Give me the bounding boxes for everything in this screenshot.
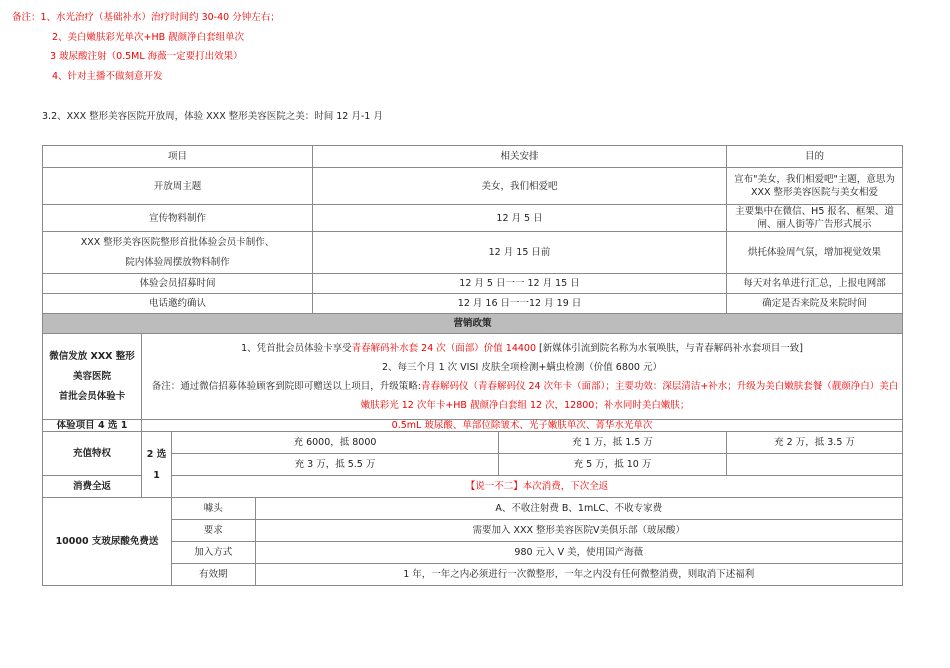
table-row <box>43 205 903 232</box>
row-arrange: 12 月 15 日前 <box>313 232 727 274</box>
hyaluronic-row <box>43 498 903 586</box>
row-purpose: 确定是否来院及来院时间 <box>727 294 903 314</box>
table-row <box>43 274 903 294</box>
wechat-label-line-1: 微信发放 XXX 整形美容医院 <box>49 350 135 382</box>
marketing-title: 营销政策 <box>43 314 903 334</box>
wechat-policy-1 <box>145 339 899 358</box>
row-item-line-2: 院内体验周摆放物料制作 <box>125 256 230 268</box>
header-item: 项目 <box>43 146 313 168</box>
row-arrange: 12 月 5 日 <box>313 205 727 232</box>
hyaluronic-subrow <box>172 498 902 520</box>
policy-1-prefix: 1、凭首批会员体验卡享受 <box>241 342 352 354</box>
wechat-label-line-2: 首批会员体验卡 <box>58 390 126 402</box>
hyaluronic-key: 噱头 <box>203 503 223 514</box>
row-purpose: 烘托体验周气氛，增加视觉效果 <box>727 232 903 274</box>
recharge-option: 充 1 万，抵 1.5 万 <box>499 432 727 454</box>
note-line-4: 4、针对主播不做刻意开发 <box>52 70 163 82</box>
row-arrange: 12 月 5 日一一 12 月 15 日 <box>313 274 727 294</box>
plan-table <box>42 145 903 586</box>
hyaluronic-key: 有效期 <box>172 564 255 586</box>
wechat-label <box>43 334 142 420</box>
hyaluronic-value: 980 元入 V 美，使用国产海薇 <box>255 542 902 564</box>
row-item: 开放周主题 <box>43 168 313 205</box>
wechat-policy-note <box>145 377 899 415</box>
recharge-row-2 <box>43 454 903 476</box>
consume-label: 消费全返 <box>43 476 142 498</box>
hyaluronic-subtable-cell <box>172 498 903 586</box>
row-item: 体验会员招募时间 <box>43 274 313 294</box>
wechat-content <box>142 334 903 420</box>
recharge-choose-line-1: 2 选 <box>146 448 167 460</box>
hyaluronic-subrow <box>172 564 902 586</box>
experience-row <box>43 420 903 432</box>
recharge-option <box>727 454 903 476</box>
wechat-policy-2: 2、每三个月 1 次 VISI 皮肤全项检测+螨虫检测（价值 6800 元） <box>382 361 662 373</box>
note-highlight: 青春解码仪（青春解码仪 24 次年卡（面部）；主要功效：深层清洁+补水；升级为美白嫩肤套餐（靓颜净白）美白嫩肤彩光 12 次年卡+HB 靓颜净白套组 12 次，12800；补水同时美白嫩肤； <box>360 380 899 411</box>
row-item: 宣传物料制作 <box>43 205 313 232</box>
experience-label: 体验项目 4 选 1 <box>43 420 142 432</box>
hyaluronic-key: 要求 <box>172 520 255 542</box>
table-row <box>43 232 903 274</box>
marketing-band-row <box>43 314 903 334</box>
table-row <box>43 168 903 205</box>
row-arrange: 12 月 16 日一一12 月 19 日 <box>313 294 727 314</box>
hyaluronic-subrow <box>172 520 902 542</box>
hyaluronic-value: A、不收注射费 B、1mLC、不收专家费 <box>255 498 902 520</box>
note-line-1: 备注：1、水光治疗（基础补水）治疗时间约 30-40 分钟左右； <box>12 12 280 23</box>
hyaluronic-subrow <box>172 542 902 564</box>
table-row <box>43 294 903 314</box>
note-prefix: 备注：通过微信招募体验顾客到院即可赠送以上项目，升级策略: <box>151 380 421 392</box>
recharge-choose-line-2: 1 <box>153 469 160 481</box>
row-item <box>43 232 313 274</box>
row-item: 电话邀约确认 <box>43 294 313 314</box>
recharge-option: 充 5 万，抵 10 万 <box>499 454 727 476</box>
row-item-line-1: XXX 整形美容医院整形首批体验会员卡制作、 <box>80 236 275 248</box>
policy-1-highlight: 青春解码补水套 24 次（面部）价值 14400 <box>351 342 536 354</box>
header-purpose: 目的 <box>727 146 903 168</box>
row-purpose: 每天对名单进行汇总，上报电网部 <box>727 274 903 294</box>
row-arrange: 美女，我们相爱吧 <box>313 168 727 205</box>
experience-value: 0.5mL 玻尿酸、单部位除皱术、光子嫩肤单次、菁华水光单次 <box>142 420 903 432</box>
recharge-row-1 <box>43 432 903 454</box>
recharge-label: 充值特权 <box>43 432 142 476</box>
section-heading: 3.2、XXX 整形美容医院开放周，体验 XXX 整形美容医院之美：时间 12 月-1 月 <box>42 111 383 122</box>
recharge-option: 充 3 万，抵 5.5 万 <box>172 454 499 476</box>
note-line-3: 3 玻尿酸注射（0.5ML 海薇一定要打出效果） <box>50 51 243 62</box>
hyaluronic-value: 1 年，一年之内必须进行一次微整形，一年之内没有任何微整消费，则取消下述福利 <box>255 564 902 586</box>
recharge-choose <box>142 432 172 498</box>
wechat-row <box>43 334 903 420</box>
hyaluronic-label: 10000 支玻尿酸免费送 <box>43 498 172 586</box>
recharge-option: 充 2 万，抵 3.5 万 <box>727 432 903 454</box>
notes-block <box>12 8 280 86</box>
note-line-2: 2、美白嫩肤彩光单次+HB 靓颜净白套组单次 <box>52 31 245 43</box>
recharge-option: 充 6000，抵 8000 <box>172 432 499 454</box>
row-purpose: 宣布"美女，我们相爱吧"主题，意思为 XXX 整形美容医院与美女相爱 <box>727 168 903 205</box>
header-arrange: 相关安排 <box>313 146 727 168</box>
policy-1-suffix: [新媒体引流到院名称为水氧唤肤，与青春解码补水套项目一致] <box>539 342 803 354</box>
hyaluronic-key: 加入方式 <box>172 542 255 564</box>
table-header-row <box>43 146 903 168</box>
hyaluronic-value: 需要加入 XXX 整形美容医院Ⅴ美俱乐部（玻尿酸） <box>255 520 902 542</box>
consume-value: 【说一不二】本次消费，下次全返 <box>172 476 903 498</box>
hyaluronic-subtable <box>172 498 902 585</box>
row-purpose: 主要集中在微信、H5 报名、框架、道闸、丽人街等广告形式展示 <box>727 205 903 232</box>
consume-row <box>43 476 903 498</box>
